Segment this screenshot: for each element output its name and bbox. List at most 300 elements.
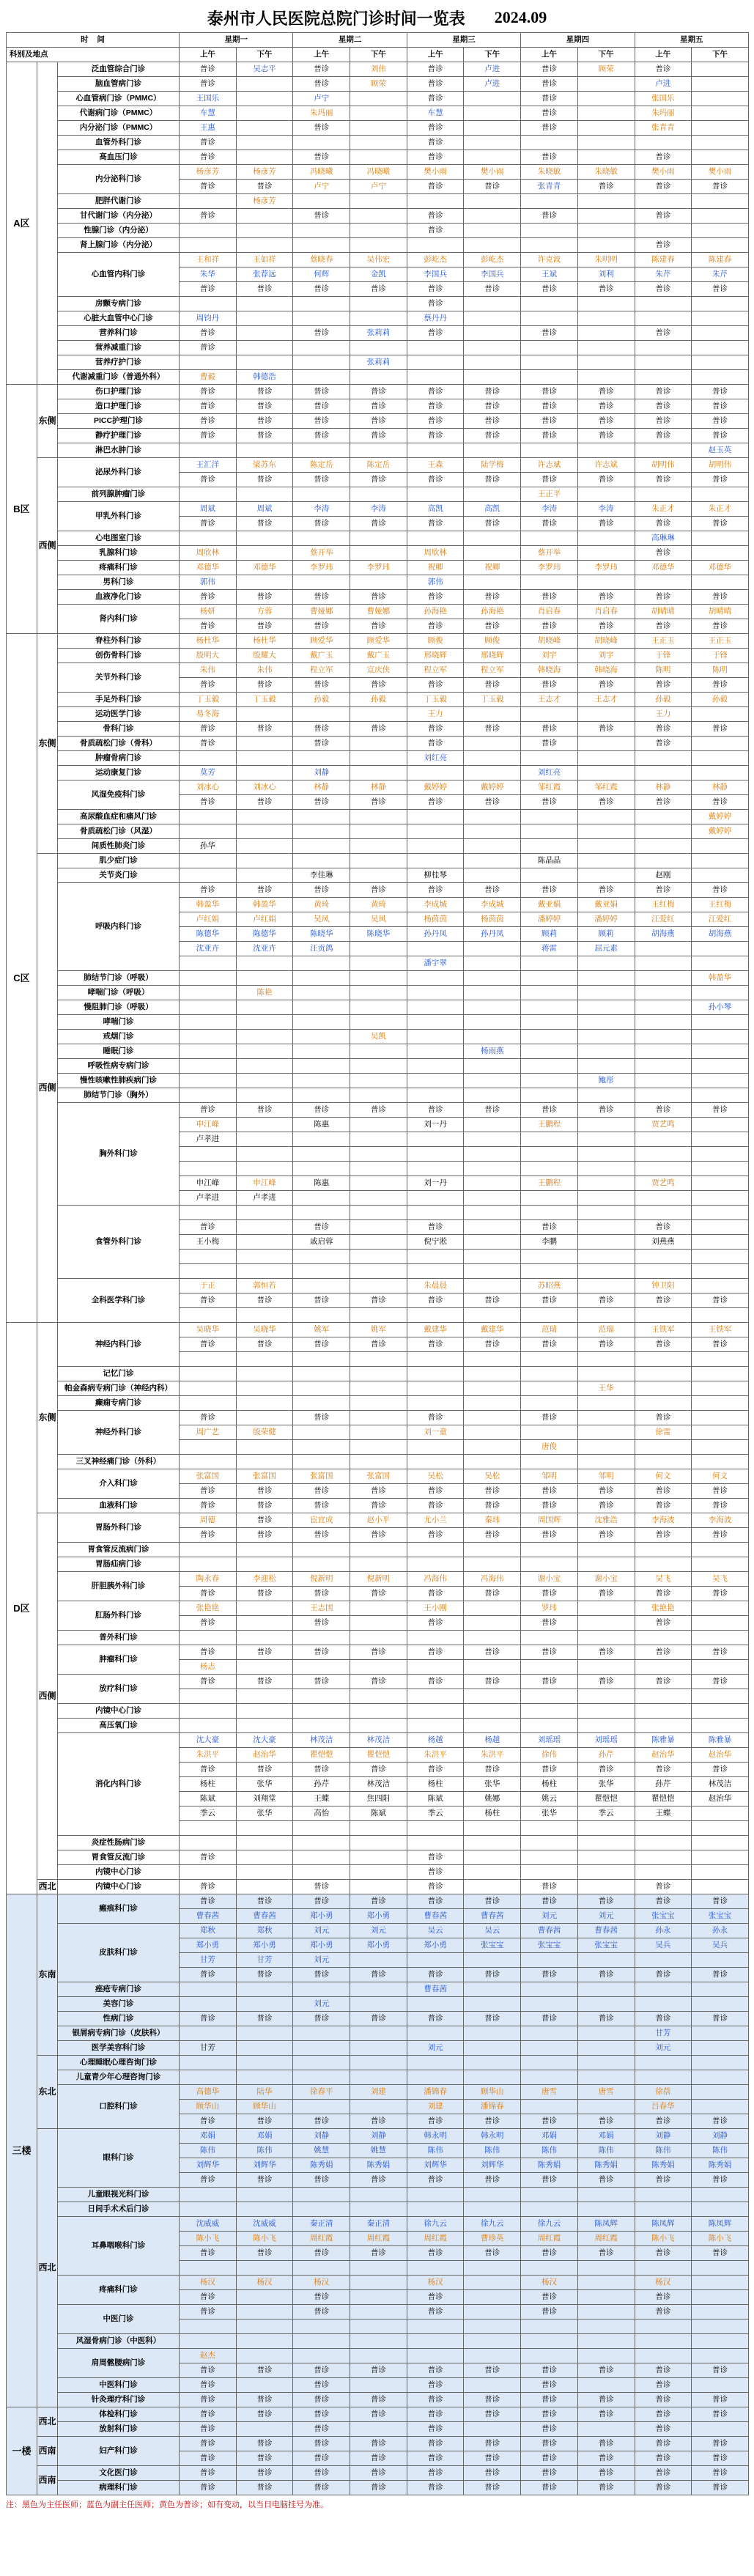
doctor-cell: 柳桂琴 (407, 868, 464, 883)
empty-cell (692, 2319, 749, 2334)
empty-cell (577, 1660, 635, 1675)
empty-cell (407, 1074, 464, 1088)
doctor-cell: 李鹏 (521, 1235, 578, 1250)
doctor-cell: 普诊 (692, 282, 749, 297)
doctor-cell: 普诊 (407, 2114, 464, 2129)
doctor-cell: 吴松 (407, 1469, 464, 1484)
doctor-cell: 普诊 (180, 2437, 237, 2451)
empty-cell (236, 1220, 293, 1235)
doctor-cell: 普诊 (521, 1528, 578, 1543)
table-row (7, 1381, 749, 1396)
doctor-cell: 申江峰 (180, 1176, 237, 1191)
doctor-cell: 普诊 (635, 722, 692, 737)
doctor-cell: 普诊 (464, 2407, 521, 2422)
doctor-cell: 张宝宝 (635, 1909, 692, 1924)
empty-cell (407, 370, 464, 385)
doctor-cell: 普诊 (635, 1103, 692, 1118)
doctor-cell: 普诊 (180, 1587, 237, 1601)
empty-cell (692, 2100, 749, 2114)
empty-cell (180, 824, 237, 839)
doctor-cell: 何文 (692, 1469, 749, 1484)
empty-cell (521, 355, 578, 370)
empty-cell (692, 2422, 749, 2437)
doctor-cell: 普诊 (521, 2290, 578, 2305)
doctor-cell: 普诊 (180, 1484, 237, 1499)
doctor-cell: 普诊 (350, 590, 407, 605)
empty-cell (407, 1044, 464, 1059)
empty-cell (180, 854, 237, 868)
empty-cell (350, 136, 407, 150)
doctor-cell: 韩晓海 (577, 663, 635, 678)
doctor-cell: 普诊 (407, 136, 464, 150)
empty-cell (350, 1660, 407, 1675)
department-name: 肺结节门诊（呼吸） (58, 971, 180, 986)
doctor-cell: 普诊 (692, 2363, 749, 2378)
doctor-cell: 普诊 (635, 2246, 692, 2261)
table-row (7, 839, 749, 854)
empty-cell (464, 986, 521, 1000)
empty-cell (577, 546, 635, 561)
empty-cell (577, 2334, 635, 2349)
doctor-cell: 普诊 (692, 1337, 749, 1352)
doctor-cell: 普诊 (407, 678, 464, 693)
empty-cell (180, 1704, 237, 1719)
doctor-cell: 普诊 (635, 2451, 692, 2466)
department-name: 运动康复门诊 (58, 766, 180, 780)
doctor-cell: 普诊 (635, 546, 692, 561)
doctor-cell: 普诊 (180, 2407, 237, 2422)
empty-cell (464, 1264, 521, 1279)
doctor-cell: 刘辉华 (180, 2158, 237, 2173)
doctor-cell: 李涛 (521, 502, 578, 517)
doctor-cell: 陈伟 (692, 2144, 749, 2158)
doctor-cell: 卢进 (635, 77, 692, 92)
empty-cell (464, 1352, 521, 1367)
doctor-cell: 王红梅 (692, 898, 749, 912)
doctor-cell: 普诊 (464, 1763, 521, 1777)
department-name: 肌少症门诊 (58, 854, 180, 868)
doctor-cell: 林茂洁 (293, 1733, 350, 1748)
empty-cell (635, 1396, 692, 1411)
doctor-cell: 普诊 (464, 1587, 521, 1601)
doctor-cell: 普诊 (692, 1763, 749, 1777)
table-row (7, 824, 749, 839)
empty-cell (407, 2056, 464, 2070)
empty-cell (692, 1660, 749, 1675)
doctor-cell: 丁玉毅 (464, 693, 521, 707)
doctor-cell: 杨柱 (407, 1777, 464, 1792)
empty-cell (350, 1015, 407, 1030)
empty-cell (692, 1850, 749, 1865)
footnote: 注：黑色为主任医师；蓝色为副主任医师；黄色为普诊；如有变动，以当日电脑挂号为准。 (6, 2501, 328, 2509)
doctor-cell: 徐春平 (293, 2085, 350, 2100)
doctor-cell: 普诊 (692, 1293, 749, 1308)
empty-cell (293, 355, 350, 370)
doctor-cell: 蔡开举 (521, 546, 578, 561)
building-label: 东侧 (37, 385, 58, 458)
department-name: 间质性肺炎门诊 (58, 839, 180, 854)
empty-cell (293, 1821, 350, 1836)
department-name: 肾内科门诊 (58, 605, 180, 634)
empty-cell (236, 1308, 293, 1323)
doctor-cell: 普诊 (407, 2422, 464, 2437)
empty-cell (350, 1250, 407, 1264)
doctor-cell: 普诊 (180, 414, 237, 429)
empty-cell (236, 1162, 293, 1176)
doctor-cell: 普诊 (692, 590, 749, 605)
doctor-cell: 普诊 (577, 1675, 635, 1689)
doctor-cell: 张华 (521, 1806, 578, 1821)
doctor-cell: 戚启蓉 (293, 1235, 350, 1250)
empty-cell (293, 1206, 350, 1220)
doctor-cell: 胡晓峰 (577, 634, 635, 649)
empty-cell (236, 575, 293, 590)
time-header (7, 33, 180, 48)
empty-cell (350, 1220, 407, 1235)
empty-cell (236, 1660, 293, 1675)
empty-cell (293, 238, 350, 253)
empty-cell (293, 1381, 350, 1396)
empty-cell (464, 2334, 521, 2349)
empty-cell (577, 150, 635, 165)
department-name: 日间手术术后门诊 (58, 2202, 180, 2217)
empty-cell (464, 1440, 521, 1455)
doctor-cell: 刘静 (635, 2129, 692, 2144)
doctor-cell: 普诊 (521, 2246, 578, 2261)
empty-cell (577, 92, 635, 106)
area-label: D区 (7, 1323, 37, 1894)
doctor-cell: 普诊 (692, 473, 749, 487)
empty-cell (635, 1997, 692, 2012)
doctor-cell: 普诊 (521, 92, 578, 106)
empty-cell (577, 1850, 635, 1865)
table-row (7, 737, 749, 751)
doctor-cell: 普诊 (521, 106, 578, 121)
doctor-cell: 普诊 (464, 1968, 521, 1982)
doctor-cell: 普诊 (464, 590, 521, 605)
table-row (7, 502, 749, 517)
table-row (7, 1733, 749, 1748)
empty-cell (407, 839, 464, 854)
empty-cell (692, 1411, 749, 1425)
empty-cell (577, 238, 635, 253)
empty-cell (350, 370, 407, 385)
table-row (7, 649, 749, 663)
doctor-cell: 邹明 (521, 1469, 578, 1484)
doctor-cell: 普诊 (236, 399, 293, 414)
doctor-cell: 普诊 (635, 473, 692, 487)
doctor-cell: 普诊 (635, 2290, 692, 2305)
department-name: 营养科门诊 (58, 326, 180, 341)
department-name: 营养疗护门诊 (58, 355, 180, 370)
empty-cell (521, 1015, 578, 1030)
doctor-cell: 陈斌 (350, 1806, 407, 1821)
doctor-cell: 周斌 (180, 502, 237, 517)
doctor-cell: 张富国 (350, 1469, 407, 1484)
empty-cell (635, 942, 692, 956)
table-row (7, 986, 749, 1000)
doctor-cell: 王力 (635, 707, 692, 722)
doctor-cell: 朱华 (180, 267, 237, 282)
empty-cell (350, 1982, 407, 1997)
empty-cell (521, 971, 578, 986)
doctor-cell: 潘宇翠 (407, 956, 464, 971)
doctor-cell: 普诊 (407, 1411, 464, 1425)
empty-cell (464, 341, 521, 355)
doctor-cell: 普诊 (692, 2437, 749, 2451)
doctor-cell: 陈小飞 (180, 2232, 237, 2246)
doctor-cell: 普诊 (350, 1645, 407, 1660)
empty-cell (464, 1865, 521, 1880)
doctor-cell: 孙芹 (635, 1777, 692, 1792)
empty-cell (236, 1865, 293, 1880)
empty-cell (692, 2290, 749, 2305)
doctor-cell: 刘元 (577, 1909, 635, 1924)
empty-cell (521, 1719, 578, 1733)
doctor-cell: 车慧 (407, 106, 464, 121)
building-label: 西南 (37, 2466, 58, 2495)
doctor-cell: 普诊 (521, 399, 578, 414)
empty-cell (577, 2070, 635, 2085)
empty-cell (635, 2202, 692, 2217)
empty-cell (577, 326, 635, 341)
doctor-cell: 王和祥 (180, 253, 237, 267)
doctor-cell: 姚云 (521, 1792, 578, 1806)
empty-cell (350, 1176, 407, 1191)
empty-cell (407, 1030, 464, 1044)
doctor-cell: 普诊 (293, 619, 350, 634)
doctor-cell: 王正平 (521, 487, 578, 502)
table-row (7, 810, 749, 824)
empty-cell (293, 839, 350, 854)
doctor-cell: 林茂洁 (350, 1777, 407, 1792)
doctor-cell: 张艳艳 (180, 1601, 237, 1616)
doctor-cell: 陆华 (236, 2085, 293, 2100)
empty-cell (407, 1440, 464, 1455)
doctor-cell: 杨茵茵 (407, 912, 464, 927)
empty-cell (635, 1381, 692, 1396)
empty-cell (236, 297, 293, 311)
department-name: 癫痫专病门诊 (58, 1396, 180, 1411)
table-row (7, 311, 749, 326)
doctor-cell: 倪新明 (350, 1572, 407, 1587)
doctor-cell: 普诊 (635, 1587, 692, 1601)
doctor-cell: 李迎松 (236, 1572, 293, 1587)
empty-cell (464, 1982, 521, 1997)
doctor-cell: 普诊 (236, 883, 293, 898)
department-name: 血液净化门诊 (58, 590, 180, 605)
empty-cell (293, 751, 350, 766)
doctor-cell: 普诊 (521, 1968, 578, 1982)
doctor-cell: 普诊 (293, 1968, 350, 1982)
empty-cell (180, 1631, 237, 1645)
department-name: 眼科门诊 (58, 2129, 180, 2188)
doctor-cell: 郑秋 (236, 1924, 293, 1938)
empty-cell (236, 854, 293, 868)
empty-cell (350, 707, 407, 722)
empty-cell (521, 1132, 578, 1147)
doctor-cell: 普诊 (293, 517, 350, 531)
doctor-cell: 普诊 (407, 2012, 464, 2026)
department-name: PICC护理门诊 (58, 414, 180, 429)
empty-cell (407, 1543, 464, 1557)
doctor-cell: 王志才 (577, 693, 635, 707)
doctor-cell: 普诊 (180, 517, 237, 531)
department-name: 创伤骨科门诊 (58, 649, 180, 663)
doctor-cell: 普诊 (407, 150, 464, 165)
empty-cell (236, 546, 293, 561)
empty-cell (293, 2100, 350, 2114)
empty-cell (635, 297, 692, 311)
empty-cell (692, 737, 749, 751)
empty-cell (236, 2026, 293, 2041)
doctor-cell: 普诊 (464, 2437, 521, 2451)
doctor-cell: 黄琦 (350, 898, 407, 912)
empty-cell (350, 1689, 407, 1704)
empty-cell (692, 1132, 749, 1147)
department-name: 内镜中心门诊 (58, 1865, 180, 1880)
area-label: 一楼 (7, 2407, 37, 2495)
empty-cell (692, 2261, 749, 2276)
doctor-cell: 普诊 (236, 1894, 293, 1909)
empty-cell (635, 1059, 692, 1074)
empty-cell (236, 121, 293, 136)
doctor-cell: 孙海艳 (464, 605, 521, 619)
table-row (7, 854, 749, 868)
doctor-cell: 李涛 (350, 502, 407, 517)
doctor-cell: 陈秀娟 (635, 2158, 692, 2173)
empty-cell (350, 868, 407, 883)
empty-cell (293, 1455, 350, 1469)
empty-cell (577, 77, 635, 92)
empty-cell (692, 370, 749, 385)
empty-cell (464, 2188, 521, 2202)
department-name: 针灸理疗科门诊 (58, 2393, 180, 2407)
doctor-cell: 王力 (407, 707, 464, 722)
empty-cell (350, 2305, 407, 2319)
doctor-cell: 普诊 (577, 1484, 635, 1499)
empty-cell (407, 1132, 464, 1147)
table-row (7, 2422, 749, 2437)
doctor-cell: 周广艺 (180, 1425, 237, 1440)
empty-cell (577, 224, 635, 238)
doctor-cell: 戴亚娟 (521, 898, 578, 912)
empty-cell (350, 1162, 407, 1176)
doctor-cell: 普诊 (577, 678, 635, 693)
doctor-cell: 普诊 (407, 1528, 464, 1543)
empty-cell (407, 355, 464, 370)
doctor-cell: 贾艺鸣 (635, 1176, 692, 1191)
doctor-cell: 普诊 (521, 1103, 578, 1118)
table-row (7, 1059, 749, 1074)
doctor-cell: 冯海伟 (407, 1572, 464, 1587)
empty-cell (692, 2056, 749, 2070)
doctor-cell: 普诊 (635, 238, 692, 253)
empty-cell (350, 942, 407, 956)
department-name: 儿童青少年心理咨询门诊 (58, 2070, 180, 2085)
doctor-cell: 何文 (635, 1469, 692, 1484)
doctor-cell: 季云 (407, 1806, 464, 1821)
empty-cell (464, 824, 521, 839)
doctor-cell: 王森 (407, 458, 464, 473)
doctor-cell: 普诊 (407, 590, 464, 605)
empty-cell (350, 2100, 407, 2114)
doctor-cell: 普诊 (236, 2012, 293, 2026)
empty-cell (236, 326, 293, 341)
doctor-cell: 陈秀娟 (350, 2158, 407, 2173)
am-header: 上午 (521, 48, 578, 62)
table-row (7, 1088, 749, 1103)
doctor-cell: 普诊 (407, 92, 464, 106)
department-name: 慢阻肺门诊（呼吸） (58, 1000, 180, 1015)
empty-cell (293, 2026, 350, 2041)
empty-cell (635, 1836, 692, 1850)
doctor-cell: 普诊 (577, 795, 635, 810)
doctor-cell: 普诊 (464, 678, 521, 693)
empty-cell (464, 121, 521, 136)
doctor-cell: 李海波 (692, 1513, 749, 1528)
department-name: 胃肠疝病门诊 (58, 1557, 180, 1572)
empty-cell (350, 531, 407, 546)
doctor-cell: 沈雅浩 (577, 1513, 635, 1528)
empty-cell (350, 1704, 407, 1719)
doctor-cell: 普诊 (180, 678, 237, 693)
doctor-cell: 普诊 (521, 795, 578, 810)
doctor-cell: 吴云 (464, 1924, 521, 1938)
empty-cell (635, 1850, 692, 1865)
doctor-cell: 普诊 (407, 209, 464, 224)
doctor-cell: 顾华山 (236, 2100, 293, 2114)
doctor-cell: 普诊 (293, 150, 350, 165)
doctor-cell: 普诊 (236, 2437, 293, 2451)
department-name: 妇产科门诊 (58, 2437, 180, 2466)
doctor-cell: 普诊 (293, 1763, 350, 1777)
empty-cell (236, 1543, 293, 1557)
empty-cell (464, 1425, 521, 1440)
doctor-cell: 江爱红 (692, 912, 749, 927)
empty-cell (577, 868, 635, 883)
doctor-cell: 普诊 (407, 795, 464, 810)
empty-cell (293, 2349, 350, 2363)
department-name: 睡眠门诊 (58, 1044, 180, 1059)
empty-cell (692, 766, 749, 780)
doctor-cell: 周国辉 (521, 1513, 578, 1528)
table-row (7, 341, 749, 355)
table-row (7, 575, 749, 590)
day-header: 星期三 (407, 33, 520, 48)
doctor-cell: 普诊 (521, 1499, 578, 1513)
doctor-cell: 朱洪平 (180, 1748, 237, 1763)
doctor-cell: 陈凤辉 (635, 2217, 692, 2232)
doctor-cell: 韩永明 (464, 2129, 521, 2144)
doctor-cell: 普诊 (521, 1880, 578, 1894)
doctor-cell: 普诊 (293, 1645, 350, 1660)
empty-cell (407, 1059, 464, 1074)
empty-cell (464, 971, 521, 986)
empty-cell (180, 868, 237, 883)
empty-cell (350, 224, 407, 238)
area-label: A区 (7, 62, 37, 385)
doctor-cell: 普诊 (464, 722, 521, 737)
table-row (7, 1513, 749, 1528)
empty-cell (577, 1543, 635, 1557)
empty-cell (521, 2026, 578, 2041)
empty-cell (464, 575, 521, 590)
empty-cell (577, 1982, 635, 1997)
doctor-cell: 杨妍 (180, 605, 237, 619)
empty-cell (692, 1997, 749, 2012)
doctor-cell: 张华 (236, 1777, 293, 1792)
